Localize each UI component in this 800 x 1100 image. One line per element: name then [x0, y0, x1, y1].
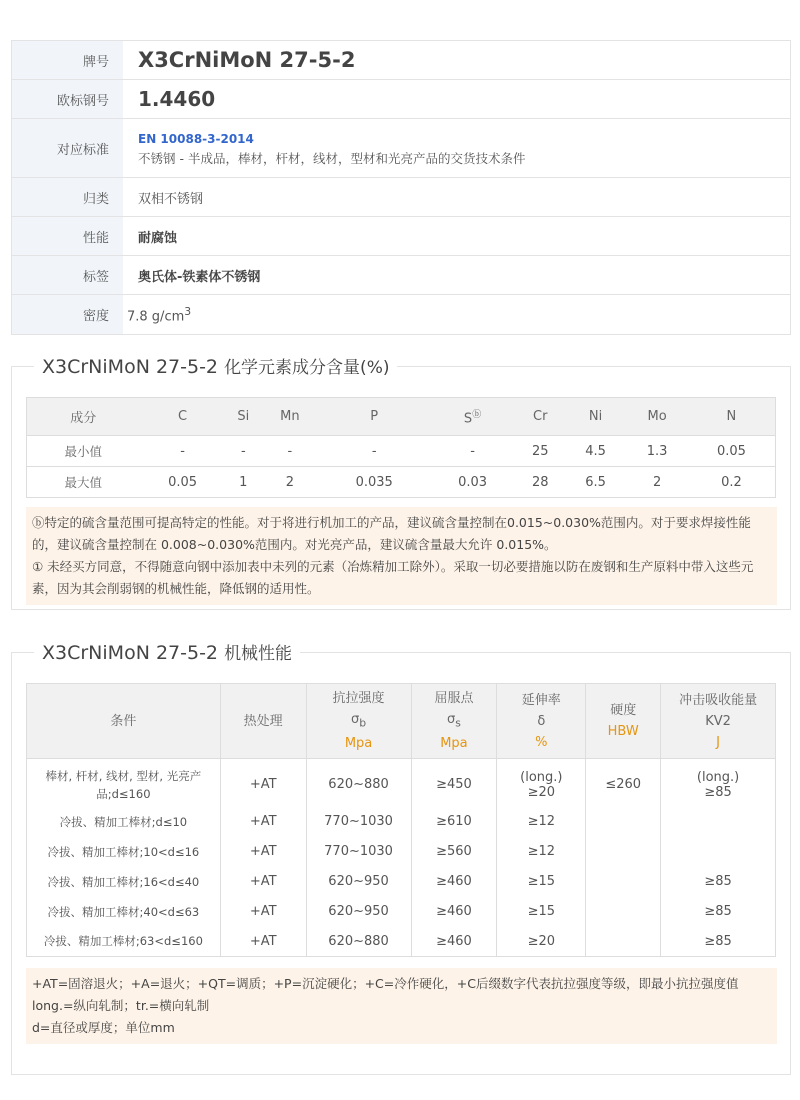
table-row	[27, 867, 776, 897]
table-cell: -	[261, 436, 319, 467]
impact-cell: ≥85	[661, 927, 776, 957]
grade-row	[12, 41, 790, 80]
elongation-cell: ≥15	[497, 897, 586, 927]
table-row	[27, 807, 776, 837]
elongation-cell: ≥12	[497, 837, 586, 867]
heat-cell: +AT	[220, 927, 306, 957]
chem-header: C	[140, 398, 226, 436]
standard-link[interactable]: EN 10088-3-2014	[138, 132, 254, 146]
chemical-composition-table	[26, 397, 776, 498]
chem-header: Ni	[565, 398, 627, 436]
chemical-section-title: X3CrNiMoN 27-5-2 化学元素成分含量(%)	[34, 353, 397, 378]
elongation-cell: ≥20	[497, 927, 586, 957]
yield-cell: ≥460	[411, 867, 497, 897]
grade-info-table	[11, 40, 791, 335]
table-cell: 0.03	[430, 467, 516, 498]
table-cell: 1.3	[626, 436, 688, 467]
mech-header-hardness: 硬度 HBW	[586, 684, 661, 759]
condition-cell: 冷拔、精加工棒材;10<d≤16	[27, 837, 221, 867]
chem-row-min	[27, 436, 776, 467]
chem-row-max	[27, 467, 776, 498]
table-row	[27, 759, 776, 807]
yield-cell: ≥460	[411, 897, 497, 927]
class-label: 归类	[12, 178, 123, 216]
hardness-cell	[586, 837, 661, 867]
property-row	[12, 217, 790, 256]
chem-header: P	[319, 398, 430, 436]
condition-cell: 冷拔、精加工棒材;63<d≤160	[27, 927, 221, 957]
table-cell: 0.2	[688, 467, 776, 498]
tensile-cell: 770~1030	[306, 807, 411, 837]
table-row	[27, 837, 776, 867]
hardness-cell	[586, 867, 661, 897]
chem-header: N	[688, 398, 776, 436]
mechanical-properties-section	[11, 642, 791, 1075]
tensile-cell: 620~950	[306, 867, 411, 897]
element-addition-note: ① 未经买方同意，不得随意向钢中添加表中未列的元素（冶炼精加工除外）。采取一切必要措施以防在废钢和生产原料中带入这些元素，因为其会削弱钢的机械性能，降低钢的适用性。	[32, 559, 754, 596]
elongation-cell: (long.) ≥20	[497, 759, 586, 807]
rolling-direction-note: long.=纵向轧制；tr.=横向轧制	[32, 998, 210, 1013]
condition-cell: 冷拔、精加工棒材;d≤10	[27, 807, 221, 837]
dimension-note: d=直径或厚度；单位mm	[32, 1020, 175, 1035]
table-cell: 25	[516, 436, 565, 467]
table-cell: 2	[626, 467, 688, 498]
density-value: 7.8 $g/cm^3$	[127, 304, 192, 325]
en-number-value: 1.4460	[138, 87, 216, 111]
class-row	[12, 178, 790, 217]
table-cell: -	[226, 436, 261, 467]
table-row	[27, 897, 776, 927]
elongation-cell: ≥15	[497, 867, 586, 897]
mech-header-elongation: 延伸率 δ %	[497, 684, 586, 759]
density-label: 密度	[12, 295, 123, 334]
hardness-cell	[586, 897, 661, 927]
standard-label: 对应标准	[12, 119, 123, 177]
impact-cell	[661, 807, 776, 837]
heat-cell: +AT	[220, 807, 306, 837]
table-cell: -	[319, 436, 430, 467]
table-cell: 28	[516, 467, 565, 498]
treatment-abbrev-note: +AT=固溶退火；+A=退火；+QT=调质；+P=沉淀硬化；+C=冷作硬化，+C后缀数字代表抗拉强度等级，即最小抗拉强度值	[32, 976, 739, 991]
chemical-composition-section	[11, 356, 791, 610]
tensile-cell: 620~880	[306, 759, 411, 807]
hardness-cell	[586, 927, 661, 957]
mechanical-section-title: X3CrNiMoN 27-5-2 机械性能	[34, 639, 300, 664]
impact-cell: ≥85	[661, 897, 776, 927]
hardness-cell	[586, 807, 661, 837]
chem-header: Mn	[261, 398, 319, 436]
yield-cell: ≥610	[411, 807, 497, 837]
tag-value[interactable]: 奥氏体-铁素体不锈钢	[138, 269, 261, 285]
mech-header-row	[27, 684, 776, 759]
hardness-cell: ≤260	[586, 759, 661, 807]
mech-header-heat: 热处理	[220, 684, 306, 759]
heat-cell: +AT	[220, 897, 306, 927]
chem-header: Si	[226, 398, 261, 436]
yield-cell: ≥560	[411, 837, 497, 867]
table-cell: 1	[226, 467, 261, 498]
table-cell: 0.05	[140, 467, 226, 498]
impact-cell	[661, 837, 776, 867]
density-row	[12, 295, 790, 334]
table-cell: 最小值	[27, 436, 140, 467]
condition-cell: 冷拔、精加工棒材;40<d≤63	[27, 897, 221, 927]
table-cell: -	[430, 436, 516, 467]
table-cell: 6.5	[565, 467, 627, 498]
condition-cell: 冷拔、精加工棒材;16<d≤40	[27, 867, 221, 897]
standard-row	[12, 119, 790, 178]
chem-header-row	[27, 398, 776, 436]
table-cell: 0.05	[688, 436, 776, 467]
table-cell: 2	[261, 467, 319, 498]
mech-header-tensile: 抗拉强度 $\sigma_b$ Mpa	[306, 684, 411, 759]
chemical-notes	[26, 507, 777, 605]
heat-cell: +AT	[220, 867, 306, 897]
elongation-cell: ≥12	[497, 807, 586, 837]
grade-label: 牌号	[12, 41, 123, 79]
standard-description: 不锈钢 - 半成品，棒材，杆材，线材，型材和光亮产品的交货技术条件	[138, 151, 526, 166]
impact-cell: (long.) ≥85	[661, 759, 776, 807]
tag-label: 标签	[12, 256, 123, 294]
chem-header: Mo	[626, 398, 688, 436]
table-row	[27, 927, 776, 957]
heat-cell: +AT	[220, 759, 306, 807]
tag-row	[12, 256, 790, 295]
property-value: 耐腐蚀	[138, 230, 178, 246]
chem-header: 成分	[27, 398, 140, 436]
table-cell: -	[140, 436, 226, 467]
mech-header-impact: 冲击吸收能量 KV2 J	[661, 684, 776, 759]
impact-cell: ≥85	[661, 867, 776, 897]
heat-cell: +AT	[220, 837, 306, 867]
property-label: 性能	[12, 217, 123, 255]
grade-value: X3CrNiMoN 27-5-2	[138, 48, 356, 72]
condition-cell: 棒材, 杆材, 线材, 型材, 光亮产品;d≤160	[27, 759, 221, 807]
tensile-cell: 620~950	[306, 897, 411, 927]
table-cell: 4.5	[565, 436, 627, 467]
tensile-cell: 770~1030	[306, 837, 411, 867]
mechanical-properties-table	[26, 683, 776, 957]
chem-header: Cr	[516, 398, 565, 436]
yield-cell: ≥450	[411, 759, 497, 807]
table-cell: 最大值	[27, 467, 140, 498]
tensile-cell: 620~880	[306, 927, 411, 957]
yield-cell: ≥460	[411, 927, 497, 957]
mech-header-condition: 条件	[27, 684, 221, 759]
en-number-row	[12, 80, 790, 119]
mechanical-notes	[26, 968, 777, 1044]
mech-header-yield: 屈服点 $\sigma_s$ Mpa	[411, 684, 497, 759]
sulfur-note: ⓑ特定的硫含量范围可提高特定的性能。对于将进行机加工的产品，建议硫含量控制在0.015~0.030%范围内。对于要求焊接性能的，建议硫含量控制在 0.008~0.030%范围内。对光亮产品，建议硫含量最大允许 0.015%。	[32, 515, 751, 552]
table-cell: 0.035	[319, 467, 430, 498]
class-value: 双相不锈钢	[138, 191, 204, 207]
chem-header-s: Sⓑ	[430, 398, 516, 436]
footnote-b-icon: ⓑ	[472, 409, 482, 420]
en-number-label: 欧标钢号	[12, 80, 123, 118]
